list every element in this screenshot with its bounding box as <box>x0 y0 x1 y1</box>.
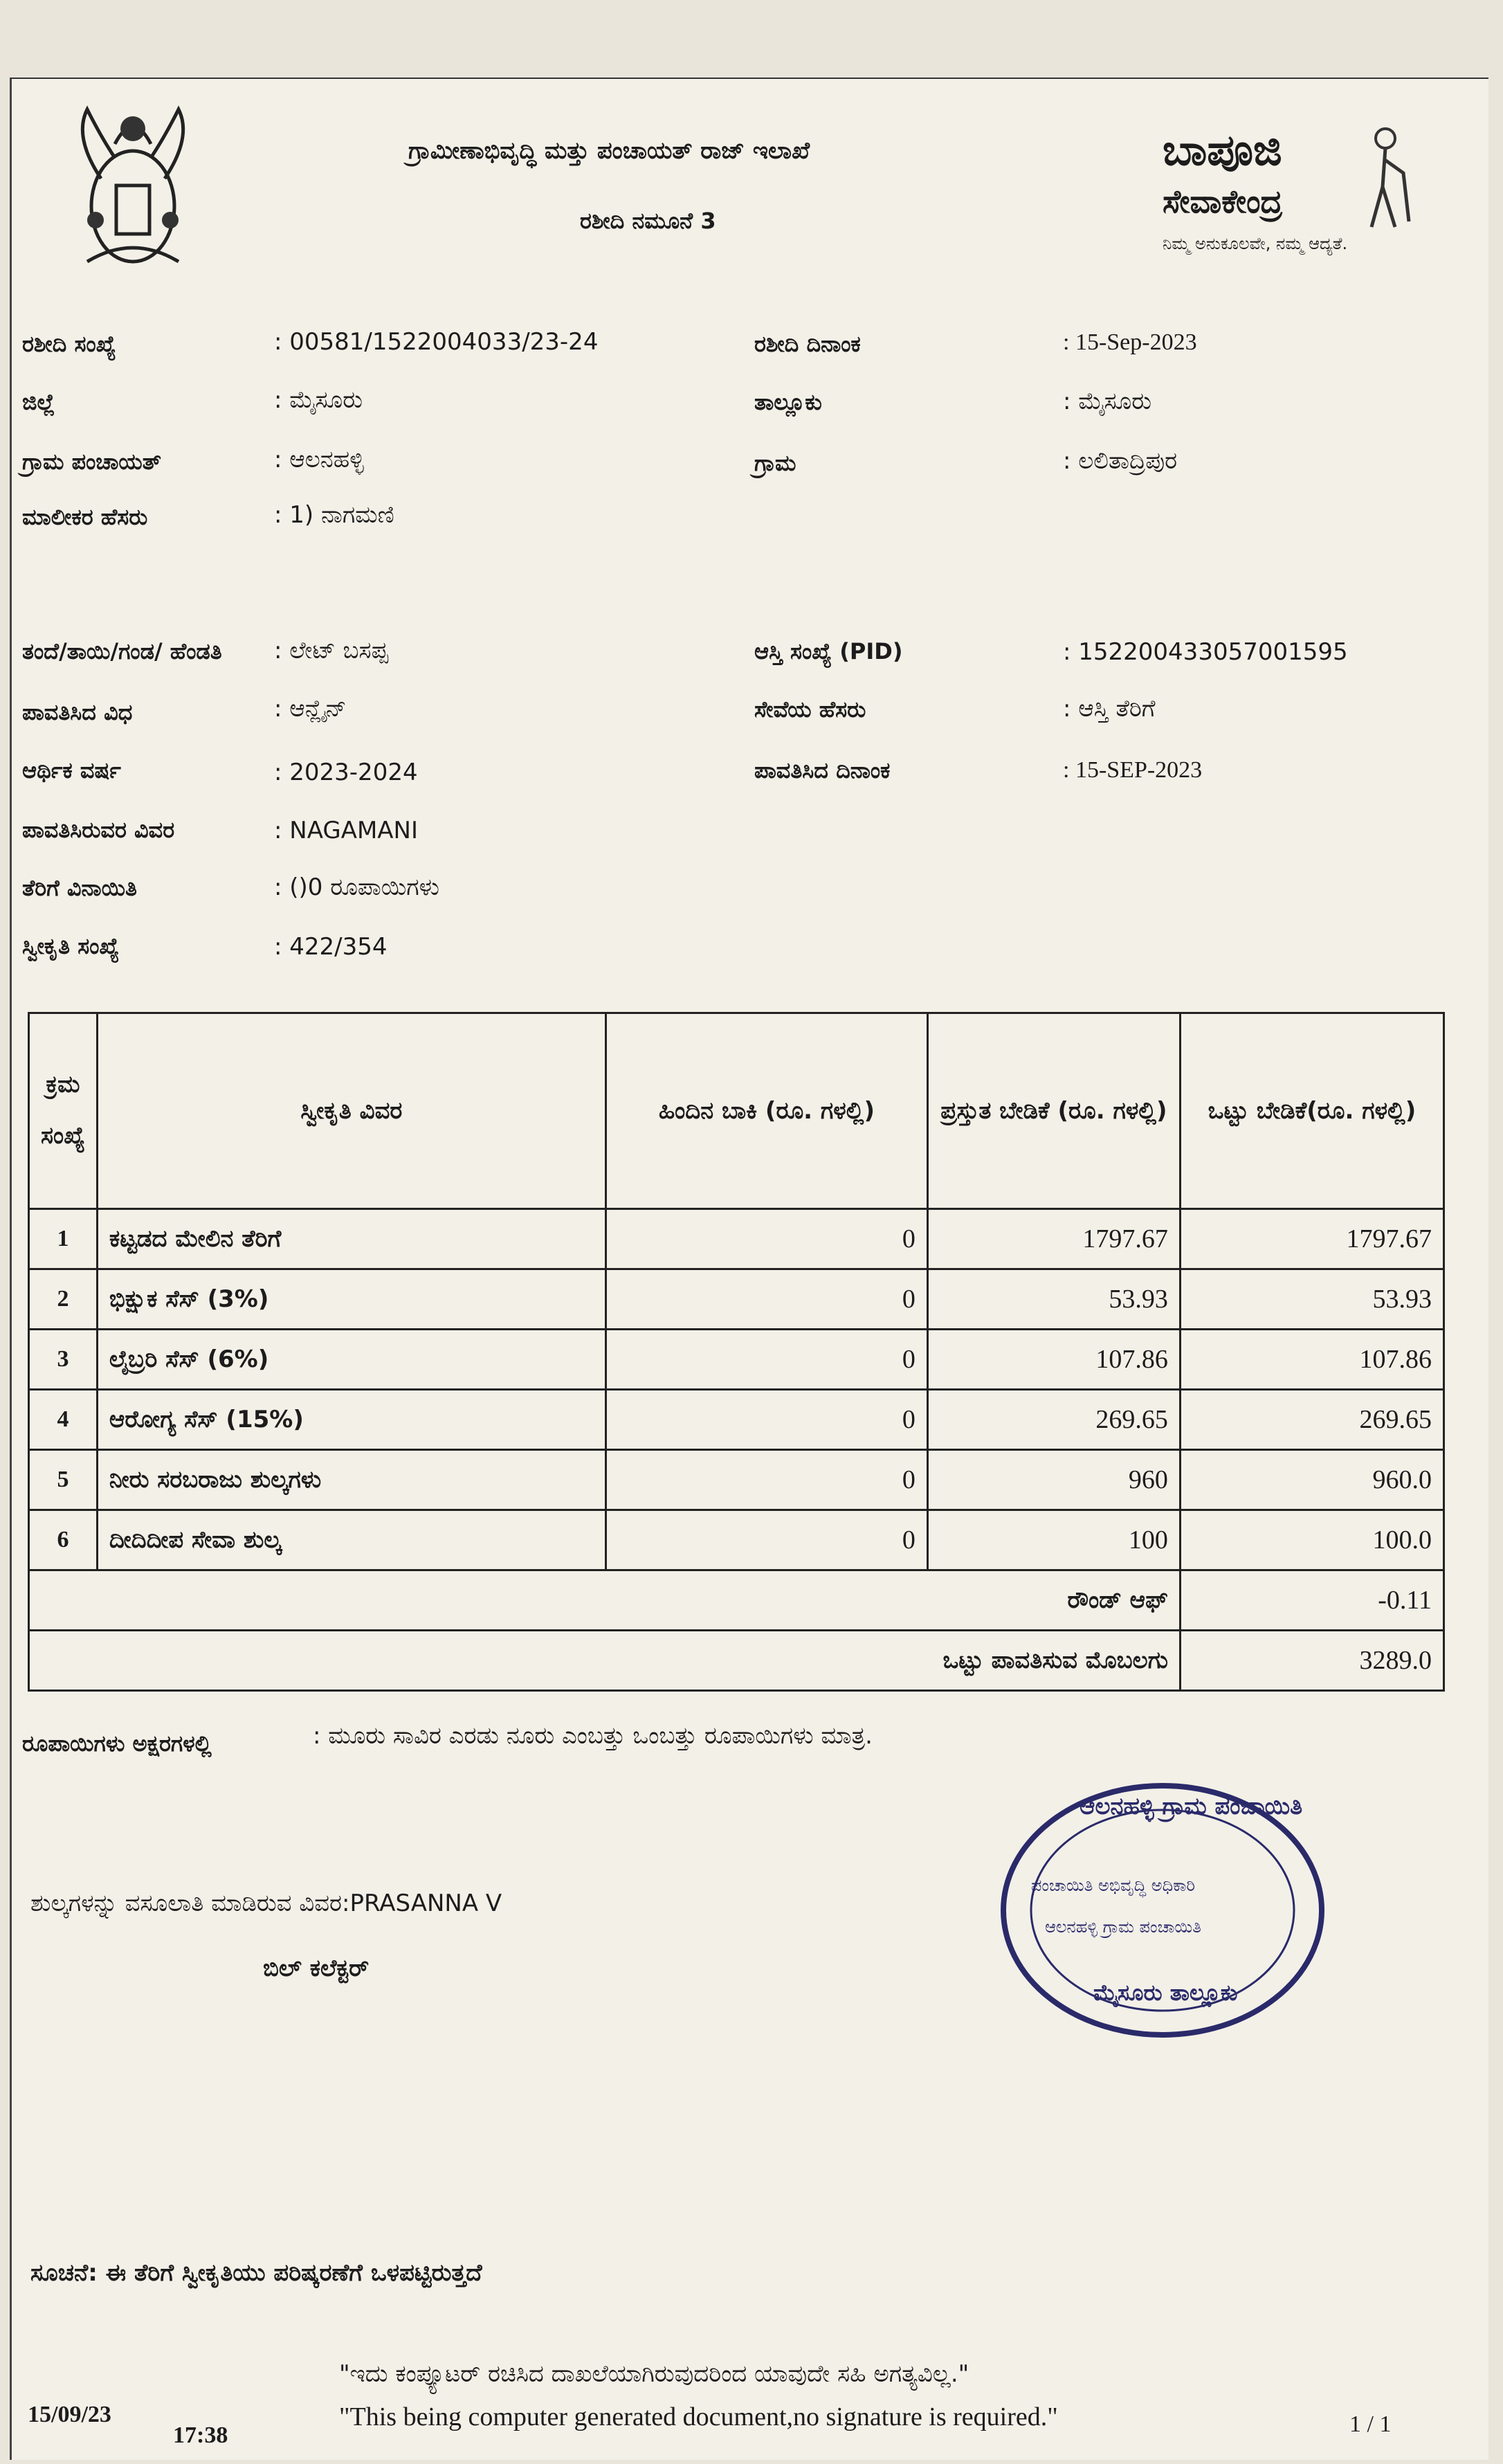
exemption-label: ತೆರಿಗೆ ವಿನಾಯಿತಿ <box>22 875 137 901</box>
gandhi-figure-icon <box>1358 125 1413 228</box>
row-sn: 5 <box>29 1450 98 1510</box>
collector-role: ಬಿಲ್ ಕಲೆಕ್ಟರ್ <box>263 1955 370 1982</box>
english-disclaimer: "This being computer generated document,no signature is required." <box>339 2402 1058 2431</box>
page-number: 1 / 1 <box>1349 2411 1392 2437</box>
kannada-disclaimer: "ಇದು ಕಂಪ್ಯೂಟರ್ ರಚಿಸಿದ ದಾಖಲೆಯಾಗಿರುವುದರಿಂದ ಯಾವುದೇ ಸಹಿ ಅಗತ್ಯವಿಲ್ಲ." <box>339 2360 969 2388</box>
receipt-no: : 00581/1522004033/23-24 <box>274 328 599 356</box>
table-row <box>29 1390 1444 1450</box>
service-label: ಸೇವೆಯ ಹೆಸರು <box>754 696 866 723</box>
row-total: 53.93 <box>1180 1269 1443 1330</box>
exemption-value: : ()0 ರೂಪಾಯಿಗಳು <box>274 873 439 901</box>
receipt-no-label: ರಶೀದಿ ಸಂಖ್ಯೆ <box>22 331 116 357</box>
row-sn: 3 <box>29 1330 98 1390</box>
table-row <box>29 1209 1444 1269</box>
taluk: : ಮೈಸೂರು <box>1063 388 1152 415</box>
row-prev: 0 <box>605 1390 927 1450</box>
official-seal <box>990 1772 1336 2049</box>
ack-no: : 422/354 <box>274 933 388 961</box>
pid-label: ಆಸ್ತಿ ಸಂಖ್ಯೆ (PID) <box>754 638 903 664</box>
karnataka-emblem-icon <box>60 96 206 277</box>
row-desc: ಕಟ್ಟಡದ ಮೇಲಿನ ತೆರಿಗೆ <box>97 1209 605 1269</box>
seal-line-1: ಪಂಚಾಯಿತಿ ಅಭಿವೃದ್ಧಿ ಅಧಿಕಾರಿ <box>1031 1876 1196 1895</box>
row-desc: ನೀರು ಸರಬರಾಜು ಶುಲ್ಕಗಳು <box>97 1450 605 1510</box>
table-row <box>29 1269 1444 1330</box>
service-name: : ಆಸ್ತಿ ತೆರಿಗೆ <box>1063 695 1156 723</box>
row-total: 1797.67 <box>1180 1209 1443 1269</box>
row-desc: ಆರೋಗ್ಯ ಸೆಸ್ (15%) <box>97 1390 605 1450</box>
grand-total-label: ಒಟ್ಟು ಪಾವತಿಸುವ ಮೊಬಲಗು <box>29 1631 1181 1691</box>
gp-label: ಗ್ರಾಮ ಪಂಚಾಯತ್ <box>22 449 162 475</box>
seal-top-text: ಆಲನಹಳ್ಳಿ ಗ್ರಾಮ ಪಂಚಾಯಿತಿ <box>1080 1793 1303 1820</box>
payer-name: : NAGAMANI <box>274 817 419 844</box>
row-curr: 1797.67 <box>927 1209 1180 1269</box>
row-total: 960.0 <box>1180 1450 1443 1510</box>
table-row <box>29 1510 1444 1570</box>
relation-name: : ಲೇಟ್ ಬಸಪ್ಪ <box>274 637 389 664</box>
row-prev: 0 <box>605 1450 927 1510</box>
paid-date-label: ಪಾವತಿಸಿದ ದಿನಾಂಕ <box>754 757 891 783</box>
row-sn: 4 <box>29 1390 98 1450</box>
logo-title: ಬಾಪೂಜಿ <box>1163 125 1282 175</box>
owner-name: : 1) ನಾಗಮಣಿ <box>274 501 394 529</box>
seal-line-2: ಆಲನಹಳ್ಳಿ ಗ್ರಾಮ ಪಂಚಾಯಿತಿ <box>1045 1917 1201 1937</box>
fy-label: ಆರ್ಥಿಕ ವರ್ಷ <box>22 757 121 783</box>
print-date: 15/09/23 <box>28 2402 111 2427</box>
grand-total-row <box>29 1631 1444 1691</box>
row-prev: 0 <box>605 1330 927 1390</box>
row-curr: 269.65 <box>927 1390 1180 1450</box>
row-curr: 107.86 <box>927 1330 1180 1390</box>
relation-label: ತಂದೆ/ತಾಯಿ/ಗಂಡ/ ಹೆಂಡತಿ <box>22 638 222 664</box>
receipt-date-label: ರಶೀದಿ ದಿನಾಂಕ <box>754 331 861 357</box>
table-header-row <box>29 1013 1444 1209</box>
payer-label: ಪಾವತಿಸಿರುವರ ವಿವರ <box>22 817 175 843</box>
col-header-total: ಒಟ್ಟು ಬೇಡಿಕೆ(ರೂ. ಗಳಲ್ಲಿ) <box>1180 1013 1443 1209</box>
round-off-value: -0.11 <box>1180 1570 1443 1631</box>
logo-subtitle: ಸೇವಾಕೇಂದ್ರ <box>1163 183 1283 220</box>
print-time: 17:38 <box>173 2422 228 2448</box>
form-name: ರಶೀದಿ ನಮೂನೆ 3 <box>580 208 716 234</box>
bapuji-logo <box>1163 125 1412 270</box>
pid-value: : 152200433057001595 <box>1063 638 1348 666</box>
col-header-sn: ಕ್ರಮ ಸಂಖ್ಯೆ <box>29 1013 98 1209</box>
collector-line: ಶುಲ್ಕಗಳನ್ನು ವಸೂಲಾತಿ ಮಾಡಿರುವ ವಿವರ:PRASANNA V <box>30 1890 502 1917</box>
revision-note: ಸೂಚನೆ: ಈ ತೆರಿಗೆ ಸ್ವೀಕೃತಿಯು ಪರಿಷ್ಕರಣೆಗೆ ಒಳಪಟ್ಟಿರುತ್ತದೆ <box>30 2259 482 2287</box>
department-title: ಗ್ರಾಮೀಣಾಭಿವೃದ್ಧಿ ಮತ್ತು ಪಂಚಾಯತ್ ರಾಜ್ ಇಲಾಖೆ <box>408 137 810 165</box>
amount-words: : ಮೂರು ಸಾವಿರ ಎರಡು ನೂರು ಎಂಬತ್ತು ಒಂಬತ್ತು ರೂಪಾಯಿಗಳು ಮಾತ್ರ. <box>313 1722 873 1750</box>
row-desc: ಭಿಕ್ಷುಕ ಸೆಸ್ (3%) <box>97 1269 605 1330</box>
row-desc: ದೀದಿದೀಪ ಸೇವಾ ಶುಲ್ಕ <box>97 1510 605 1570</box>
row-sn: 1 <box>29 1209 98 1269</box>
receipt-date: : 15-Sep-2023 <box>1063 329 1197 355</box>
row-curr: 100 <box>927 1510 1180 1570</box>
gram-panchayat: : ಆಲನಹಳ್ಳಿ <box>274 446 364 473</box>
row-prev: 0 <box>605 1269 927 1330</box>
fee-table <box>28 1012 1445 1692</box>
row-curr: 960 <box>927 1450 1180 1510</box>
payment-mode: : ಆನ್ಲೈನ್ <box>274 695 347 723</box>
row-desc: ಲೈಬ್ರರಿ ಸೆಸ್ (6%) <box>97 1330 605 1390</box>
row-sn: 6 <box>29 1510 98 1570</box>
district: : ಮೈಸೂರು <box>274 386 363 414</box>
seal-bottom-text: ಮೈಸೂರು ತಾಲ್ಲೂಕು <box>1093 1980 1238 2006</box>
row-curr: 53.93 <box>927 1269 1180 1330</box>
col-header-desc: ಸ್ವೀಕೃತಿ ವಿವರ <box>97 1013 605 1209</box>
col-header-prev: ಹಿಂದಿನ ಬಾಕಿ (ರೂ. ಗಳಲ್ಲಿ) <box>605 1013 927 1209</box>
owner-label: ಮಾಲೀಕರ ಹೆಸರು <box>22 504 148 530</box>
ack-no-label: ಸ್ವೀಕೃತಿ ಸಂಖ್ಯೆ <box>22 933 120 959</box>
paid-date: : 15-SEP-2023 <box>1063 757 1203 783</box>
row-prev: 0 <box>605 1209 927 1269</box>
row-prev: 0 <box>605 1510 927 1570</box>
table-row <box>29 1330 1444 1390</box>
amount-words-label: ರೂಪಾಯಿಗಳು ಅಕ್ಷರಗಳಲ್ಲಿ <box>22 1730 212 1757</box>
row-total: 269.65 <box>1180 1390 1443 1450</box>
row-total: 107.86 <box>1180 1330 1443 1390</box>
col-header-curr: ಪ್ರಸ್ತುತ ಬೇಡಿಕೆ (ರೂ. ಗಳಲ್ಲಿ) <box>927 1013 1180 1209</box>
row-sn: 2 <box>29 1269 98 1330</box>
table-row <box>29 1450 1444 1510</box>
district-label: ಜಿಲ್ಲೆ <box>22 389 55 415</box>
payment-mode-label: ಪಾವತಿಸಿದ ವಿಧ <box>22 699 133 725</box>
taluk-label: ತಾಲ್ಲೂಕು <box>754 389 822 415</box>
grand-total-value: 3289.0 <box>1180 1631 1443 1691</box>
village: : ಲಲಿತಾದ್ರಿಪುರ <box>1063 447 1178 475</box>
logo-tagline: ನಿಮ್ಮ ಅನುಕೂಲವೇ, ನಮ್ಮ ಆದ್ಯತೆ. <box>1163 234 1348 253</box>
round-off-row <box>29 1570 1444 1631</box>
financial-year: : 2023-2024 <box>274 759 418 786</box>
row-total: 100.0 <box>1180 1510 1443 1570</box>
round-off-label: ರೌಂಡ್ ಆಫ್ <box>29 1570 1181 1631</box>
village-label: ಗ್ರಾಮ <box>754 450 796 476</box>
